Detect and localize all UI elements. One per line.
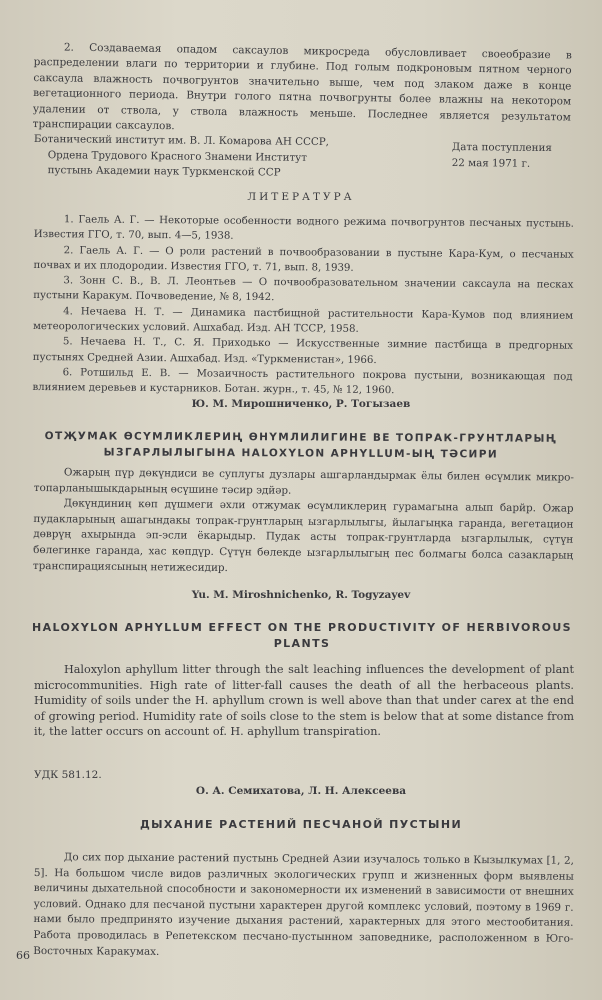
english-authors: Yu. M. Miroshnichenko, R. Togyzayev: [191, 589, 411, 601]
english-title-line-1: HALOXYLON APHYLLUM EFFECT ON THE PRODUCTIVITY OF HERBIVOROUS: [32, 621, 572, 634]
turkmen-summary: [33, 465, 574, 580]
literature-item: 1. Гаель А. Г. — Некоторые особенности водного режима почвогрунтов песчаных пустынь. Известия ГГО, т. 70, вып. 4—5, 1938.: [33, 214, 574, 243]
institution-line-3: пустынь Академии наук Туркменской ССР: [47, 164, 281, 179]
institution-line-2: Ордена Трудового Красного Знамени Институт: [47, 148, 308, 164]
intro-text: 2. Создаваемая опадом саксаулов микросреда обусловливает своеобразие в распределении влаги по территории и глубине. Под голым подкроновым пятном черного саксаула влажность почвогрунтов значительно выше, чем под злаком даже в конце вегетационного периода. Внутри голого пятна почвогрунты более влажны на некотором удалении от ствола, у ствола влажность меньше. Последнее является результатом транспирации саксаулов.: [32, 41, 572, 133]
literature-item: 2. Гаель А. Г. — О роли растений в почвообразовании в пустыне Кара-Кум, о песчаных почвах и их плодородии. Известия ГГО, т. 71, вып. 8, 1939.: [33, 244, 574, 274]
next-article-paragraph: До сих пор дыхание растений пустынь Средней Азии изучалось только в Кызылкумах [1, 2, 5]. На большом числе видов различных экологических групп и жизненных форм выявлены величины дыхательной способности и закономерности их изменений в зависимости от внешних условий. Однако для песчаной пустыни характерен другой комплекс условий, поэтому в 1969 г. нами было предпринято изучение дыхания растений, характерных для этого местообитания. Работа проводилась в Репетекском песчано-пустынном заповеднике, расположенном в Юго-Восточных Каракумах.: [33, 851, 574, 958]
udk-code: УДК 581.12.: [34, 769, 102, 781]
literature-item: 6. Ротшильд Е. В. — Мозаичность растительного покрова пустыни, возникающая под влиянием деревьев и кустарников. Ботан. журн., т. 45, № 12, 1960.: [32, 367, 573, 397]
literature-heading: ЛИТЕРАТУРА: [247, 191, 355, 203]
next-article-authors: О. А. Семихатова, Л. Н. Алексеева: [195, 785, 407, 797]
institution-line-1: Ботанический институт им. В. Л. Комарова АН СССР,: [33, 132, 330, 149]
next-article-body: [33, 850, 574, 963]
literature-item: 3. Зонн С. В., В. Л. Леонтьев — О почвообразовательном значении саксаула на песках пустыни Каракум. Почвоведение, № 8, 1942.: [33, 275, 574, 304]
english-title-line-2: PLANTS: [273, 637, 331, 650]
turkmen-paragraph-2: Дөкүндиниң көп дүшмеги әхли отжумак өсүмликлериң гурамагына алып барйр. Ожар пудакларының ашагындакы топрак-грунтларың ызгарлылыгы, йылагыңка гаранда, вегетацион дөврүң ахырында эп-эсли ёкарыдыр. Пудак асты топрак-грунтларда ызгарлылык, сүтүн бөлегинке гаранда, хас көпдүр. Сүтүн бөлекде ызгарлылыгың пес болмагы болса сазакларың транспирациясының нетижесидир.: [32, 497, 574, 574]
english-title: [24, 620, 580, 652]
date-label: Дата поступления: [451, 140, 552, 155]
submission-date-block: [452, 140, 582, 172]
literature-item: 4. Нечаева Н. Т. — Динамика пастбищной растительности Кара-Кумов под влиянием метеорологических условий. Ашхабад. Изд. АН ТССР, 1958.: [32, 306, 574, 335]
turkmen-title-line-1: ОТҖУМАК ӨСҮМЛИКЛЕРИҢ ӨНҮМЛИЛИГИНЕ ВЕ ТОПРАК-ГРУНТЛАРЫҢ: [44, 430, 558, 445]
turkmen-authors: Ю. М. Мирошниченко, Р. Тогызаев: [191, 398, 411, 410]
turkmen-paragraph-1: Ожарың пүр дөкүндиси ве суплугы дузлары ашгарландырмак ёлы билен өсүмлик микро-топарланышыкдарының өсүшине тәсир эдйәр.: [33, 466, 574, 497]
next-article-title: ДЫХАНИЕ РАСТЕНИЙ ПЕСЧАНОЙ ПУСТЫНИ: [139, 818, 463, 831]
page-number: 66: [16, 949, 30, 962]
literature-item: 5. Нечаева Н. Т., С. Я. Приходько — Искусственные зимние пастбища в предгорных пустынях Средней Азии. Ашхабад. Изд. «Туркменистан», 1966.: [32, 336, 573, 366]
turkmen-title-line-2: ЫЗГАРЛЫЛЫГЫНА HALOXYLON APHYLLUM-ЫҢ ТӘСИРИ: [103, 446, 499, 461]
turkmen-title: [20, 428, 582, 463]
english-paragraph: Haloxylon aphyllum litter through the salt leaching influences the development of plant microcommunities. High rate of litter-fall causes the death of all the herbaceous plants. Humidity of soils under the H. aphyllum crown is well above than that under carex at the end of growing period. Humidity rate of soils close to the stem is below that at some distance from it, the latter occurs on account of. H. aphyllum transpiration.: [34, 663, 574, 739]
intro-paragraph: [33, 40, 572, 141]
english-summary: [34, 662, 574, 740]
literature-list: [32, 212, 574, 400]
institution-block: [34, 132, 374, 182]
date-value: 22 мая 1971 г.: [451, 156, 531, 170]
